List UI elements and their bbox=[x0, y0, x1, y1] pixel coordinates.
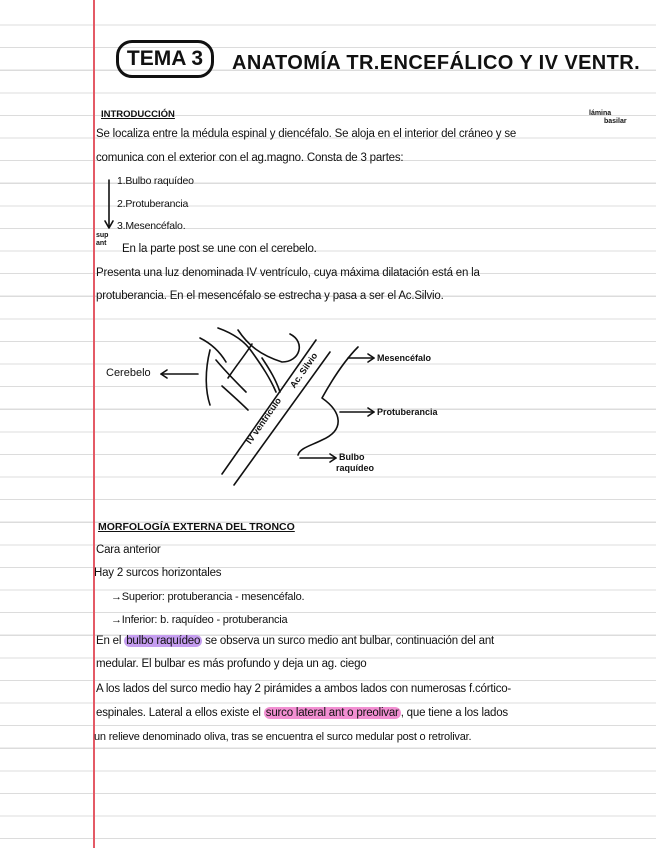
morfologia-paragraph-4 bbox=[96, 707, 508, 719]
morfologia-paragraph-2: medular. El bulbar es más profundo y deja un ag. ciego bbox=[96, 658, 367, 670]
cerebellum-branch bbox=[206, 350, 210, 405]
note-lamina: lámina bbox=[589, 110, 612, 117]
cerebellum-branch bbox=[216, 360, 246, 392]
p1-text-a: En el bbox=[96, 635, 125, 647]
ventricle-line-outer bbox=[234, 352, 330, 485]
label-bulbo: Bulbo bbox=[339, 452, 365, 462]
part-item-2: 2.Protuberancia bbox=[117, 198, 189, 210]
cerebellum-branch bbox=[200, 338, 226, 362]
cara-anterior: Cara anterior bbox=[96, 544, 161, 556]
section-heading-intro: INTRODUCCIÓN bbox=[101, 109, 175, 120]
intro-line-4: Presenta una luz denominada IV ventrículo, cuya máxima dilatación está en la bbox=[96, 267, 480, 279]
note-basilar: basilar bbox=[604, 118, 627, 125]
section-heading-morfologia: MORFOLOGÍA EXTERNA DEL TRONCO bbox=[98, 521, 295, 533]
p4-text-a: espinales. Lateral a ellos existe el bbox=[96, 707, 264, 719]
label-iv-ventriculo: IV ventrículo bbox=[244, 395, 284, 446]
arrow-label-ant: ant bbox=[96, 240, 107, 247]
p1-text-b: se observa un surco medio ant bulbar, continuación del ant bbox=[202, 635, 495, 647]
cerebellum-branch bbox=[262, 358, 280, 392]
intro-line-5: protuberancia. En el mesencéfalo se estrecha y pasa a ser el Ac.Silvio. bbox=[96, 290, 444, 302]
surcos-line: Hay 2 surcos horizontales bbox=[94, 567, 222, 579]
intro-line-2: comunica con el exterior con el ag.magno. Consta de 3 partes: bbox=[96, 152, 404, 164]
page-title: ANATOMÍA TR.ENCEFÁLICO Y IV VENTR. bbox=[232, 52, 641, 74]
morfologia-paragraph-5: un relieve denominado oliva, tras se encuentra el surco medular post o retrolivar. bbox=[94, 731, 472, 743]
intro-line-1: Se localiza entre la médula espinal y diencéfalo. Se aloja en el interior del cráneo y se bbox=[96, 128, 517, 140]
highlight-bulbo-raquideo: bulbo raquídeo bbox=[126, 635, 201, 647]
cerebellum-branch bbox=[228, 344, 252, 378]
arrow-label-sup: sup bbox=[96, 232, 109, 239]
intro-line-3: En la parte post se une con el cerebelo. bbox=[122, 243, 317, 255]
title-tag: TEMA 3 bbox=[116, 40, 214, 78]
cerebellum-branch bbox=[218, 328, 276, 392]
label-ac-silvio: Ac. Silvio bbox=[288, 350, 320, 390]
label-protuberancia: Protuberancia bbox=[377, 407, 438, 417]
surco-superior: →Superior: protuberancia - mesencéfalo. bbox=[111, 591, 305, 603]
morfologia-paragraph-3: A los lados del surco medio hay 2 pirámides a ambos lados con numerosas f.córtico- bbox=[96, 683, 512, 695]
part-item-3: 3.Mesencéfalo. bbox=[117, 220, 186, 232]
highlight-surco-lateral: surco lateral ant o preolivar bbox=[265, 707, 399, 719]
p4-text-b: , que tiene a los lados bbox=[400, 707, 508, 719]
label-mesencefalo: Mesencéfalo bbox=[377, 353, 432, 363]
morfologia-paragraph-1 bbox=[96, 635, 494, 647]
label-raquideo: raquídeo bbox=[336, 463, 375, 473]
surco-inferior: →Inferior: b. raquídeo - protuberancia bbox=[111, 614, 288, 626]
label-cerebelo: Cerebelo bbox=[106, 367, 151, 379]
part-item-1: 1.Bulbo raquídeo bbox=[117, 175, 194, 187]
